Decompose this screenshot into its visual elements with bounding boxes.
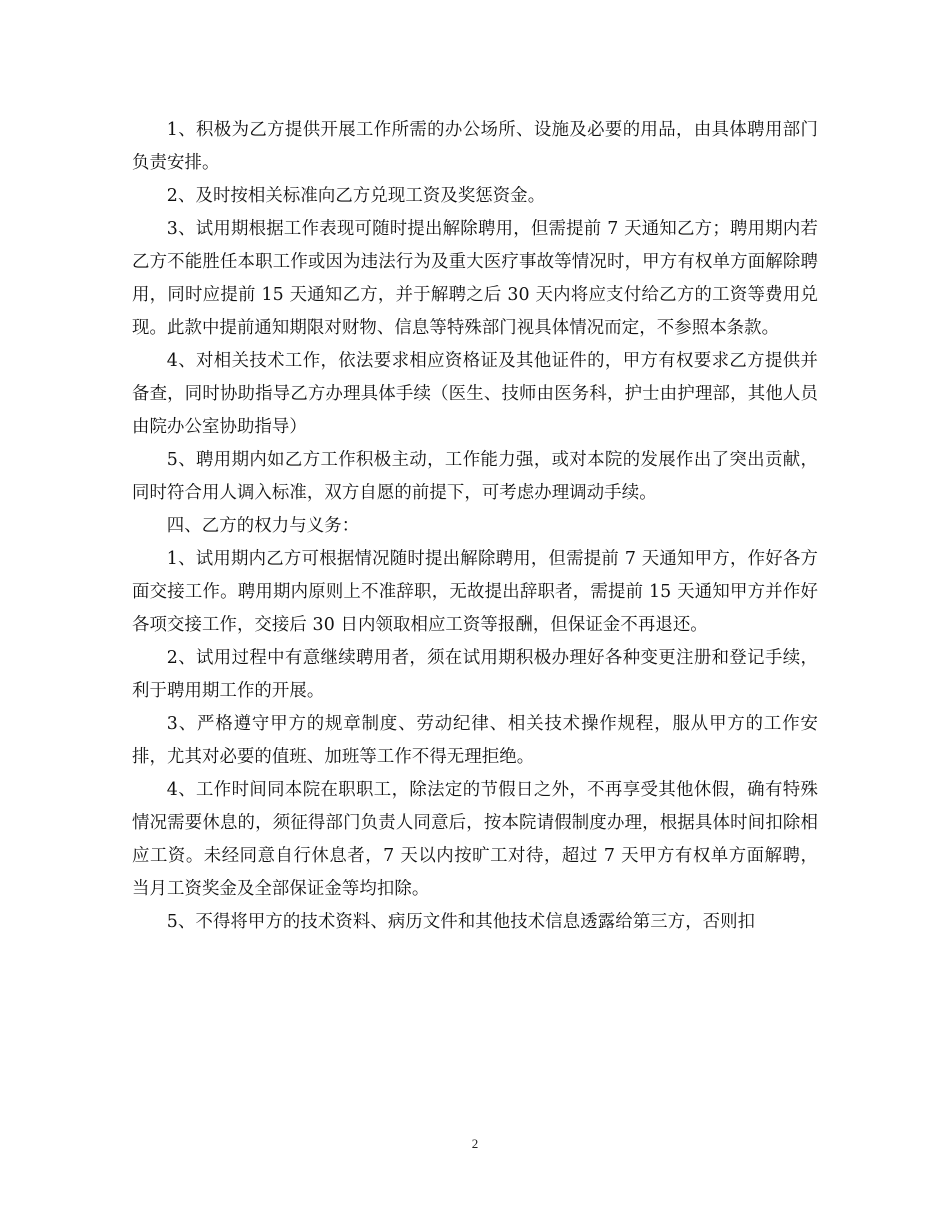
- paragraph-obligation-4: 4、对相关技术工作，依法要求相应资格证及其他证件的，甲方有权要求乙方提供并备查，同时协助指导乙方办理具体手续（医生、技师由医务科，护士由护理部，其他人员由院办公室协助指导）: [132, 351, 818, 437]
- paragraph-obligation-5: 5、聘用期内如乙方工作积极主动，工作能力强，或对本院的发展作出了突出贡献，同时符合用人调入标准，双方自愿的前提下，可考虑办理调动手续。: [132, 450, 818, 503]
- page-number: 2: [471, 1136, 479, 1151]
- paragraph-obligation-3: 3、试用期根据工作表现可随时提出解除聘用，但需提前 7 天通知乙方；聘用期内若乙方不能胜任本职工作或因为违法行为及重大医疗事故等情况时，甲方有权单方面解除聘用，同时应提前 15 天通知乙方，并于解聘之后 30 天内将应支付给乙方的工资等费用兑现。此款中提前通知期限对财物、信息等特殊部门视具体情况而定，不参照本条款。: [132, 219, 818, 338]
- paragraph-party-b-5: 5、不得将甲方的技术资料、病历文件和其他技术信息透露给第三方，否则扣: [166, 912, 756, 932]
- paragraph-party-b-4: 4、工作时间同本院在职职工，除法定的节假日之外，不再享受其他休假，确有特殊情况需要休息的，须征得部门负责人同意后，按本院请假制度办理，根据具体时间扣除相应工资。未经同意自行休息者，7 天以内按旷工对待，超过 7 天甲方有权单方面解聘，当月工资奖金及全部保证金等均扣除。: [132, 780, 818, 899]
- document-body: [132, 114, 818, 939]
- paragraph-party-b-2: 2、试用过程中有意继续聘用者，须在试用期积极办理好各种变更注册和登记手续，利于聘用期工作的开展。: [132, 648, 818, 701]
- paragraph-party-b-1: 1、试用期内乙方可根据情况随时提出解除聘用，但需提前 7 天通知甲方，作好各方面交接工作。聘用期内原则上不准辞职，无故提出辞职者，需提前 15 天通知甲方并作好各项交接工作，交接后 30 日内领取相应工资等报酬，但保证金不再退还。: [132, 549, 818, 635]
- paragraph-obligation-2: 2、及时按相关标准向乙方兑现工资及奖惩资金。: [166, 186, 546, 206]
- section-heading-party-b: 四、乙方的权力与义务：: [166, 516, 360, 536]
- paragraph-party-b-3: 3、严格遵守甲方的规章制度、劳动纪律、相关技术操作规程，服从甲方的工作安排，尤其对必要的值班、加班等工作不得无理拒绝。: [132, 714, 818, 767]
- paragraph-obligation-1: 1、积极为乙方提供开展工作所需的办公场所、设施及必要的用品，由具体聘用部门负责安排。: [132, 120, 818, 173]
